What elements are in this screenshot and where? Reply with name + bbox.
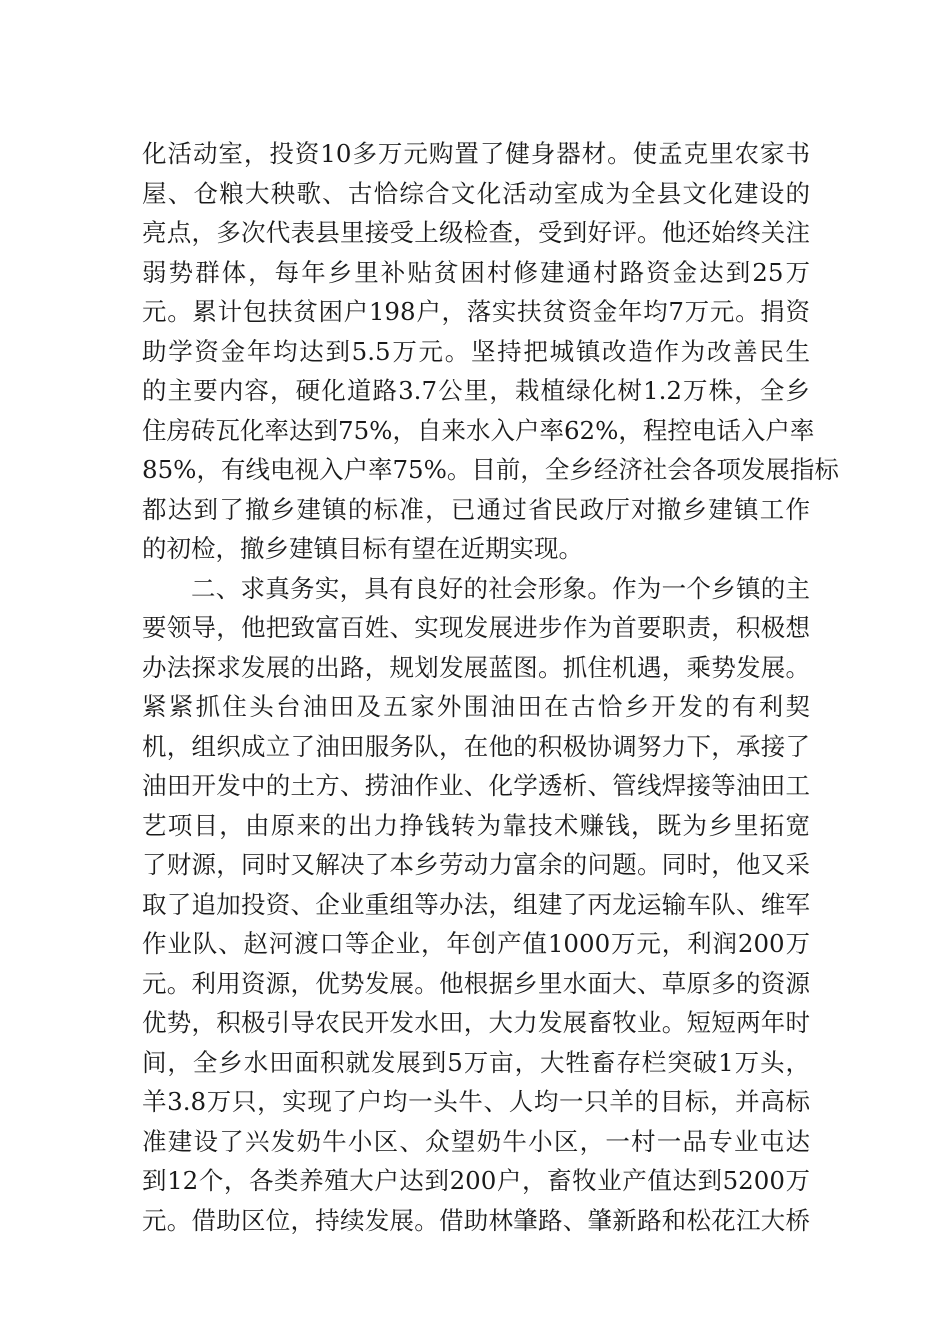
paragraph-2-line-11: 元。利用资源，优势发展。他根据乡里水面大、草原多的资源 — [142, 968, 810, 998]
paragraph-2-line-6: 油田开发中的土方、捞油作业、化学透析、管线焊接等油田工 — [142, 771, 810, 800]
paragraph-1-line-1: 化活动室，投资10多万元购置了健身器材。使孟克里农家书 — [142, 139, 810, 168]
paragraph-2-line-10: 作业队、赵河渡口等企业，年创产值1000万元，利润200万 — [142, 929, 810, 958]
paragraph-1-line-10: 都达到了撤乡建镇的标准，已通过省民政厅对撤乡建镇工作 — [142, 494, 810, 524]
paragraph-2-line-17: 元。借助区位，持续发展。借助林肇路、肇新路和松花江大桥 — [142, 1205, 810, 1235]
paragraph-2-line-4: 紧紧抓住头台油田及五家外围油田在古恰乡开发的有利契 — [142, 692, 810, 721]
paragraph-2-line-7: 艺项目，由原来的出力挣钱转为靠技术赚钱，既为乡里拓宽 — [142, 810, 810, 840]
paragraph-2-line-9: 取了追加投资、企业重组等办法，组建了丙龙运输车队、维军 — [142, 889, 810, 919]
paragraph-2-line-8: 了财源，同时又解决了本乡劳动力富余的问题。同时，他又采 — [142, 850, 810, 879]
paragraph-1-line-5: 元。累计包扶贫困户198户，落实扶贫资金年均7万元。捐资 — [142, 297, 810, 326]
paragraph-2-line-14: 羊3.8万只，实现了户均一头牛、人均一只羊的目标，并高标 — [142, 1087, 810, 1116]
paragraph-1-line-4: 弱势群体，每年乡里补贴贫困村修建通村路资金达到25万 — [142, 257, 810, 287]
document-body — [142, 134, 839, 1240]
paragraph-2-line-3: 办法探求发展的出路，规划发展蓝图。抓住机遇，乘势发展。 — [142, 652, 810, 682]
paragraph-1-line-7: 的主要内容，硬化道路3.7公里，栽植绿化树1.2万株，全乡 — [142, 376, 810, 405]
paragraph-2-line-15: 准建设了兴发奶牛小区、众望奶牛小区，一村一品专业屯达 — [142, 1126, 810, 1156]
paragraph-2-line-1: 二、求真务实，具有良好的社会形象。作为一个乡镇的主 — [191, 573, 810, 603]
paragraph-2-line-5: 机，组织成立了油田服务队，在他的积极协调努力下，承接了 — [142, 731, 810, 761]
paragraph-2-line-13: 间，全乡水田面积就发展到5万亩，大牲畜存栏突破1万头， — [142, 1047, 810, 1077]
paragraph-2-line-2: 要领导，他把致富百姓、实现发展进步作为首要职责，积极想 — [142, 613, 810, 642]
paragraph-1-line-6: 助学资金年均达到5.5万元。坚持把城镇改造作为改善民生 — [142, 336, 810, 366]
paragraph-1-line-11: 的初检，撤乡建镇目标有望在近期实现。 — [142, 534, 583, 563]
paragraph-1-line-3: 亮点，多次代表县里接受上级检查，受到好评。他还始终关注 — [142, 218, 810, 247]
paragraph-1-line-8: 住房砖瓦化率达到75%，自来水入户率62%，程控电话入户率 — [142, 415, 815, 445]
paragraph-2-line-12: 优势，积极引导农民开发水田，大力发展畜牧业。短短两年时 — [142, 1008, 810, 1037]
paragraph-1-line-2: 屋、仓粮大秧歌、古恰综合文化活动室成为全县文化建设的 — [142, 178, 810, 208]
paragraph-1-line-9: 85%，有线电视入户率75%。目前，全乡经济社会各项发展指标 — [142, 455, 839, 484]
paragraph-2-line-16: 到12个，各类养殖大户达到200户，畜牧业产值达到5200万 — [142, 1166, 810, 1195]
